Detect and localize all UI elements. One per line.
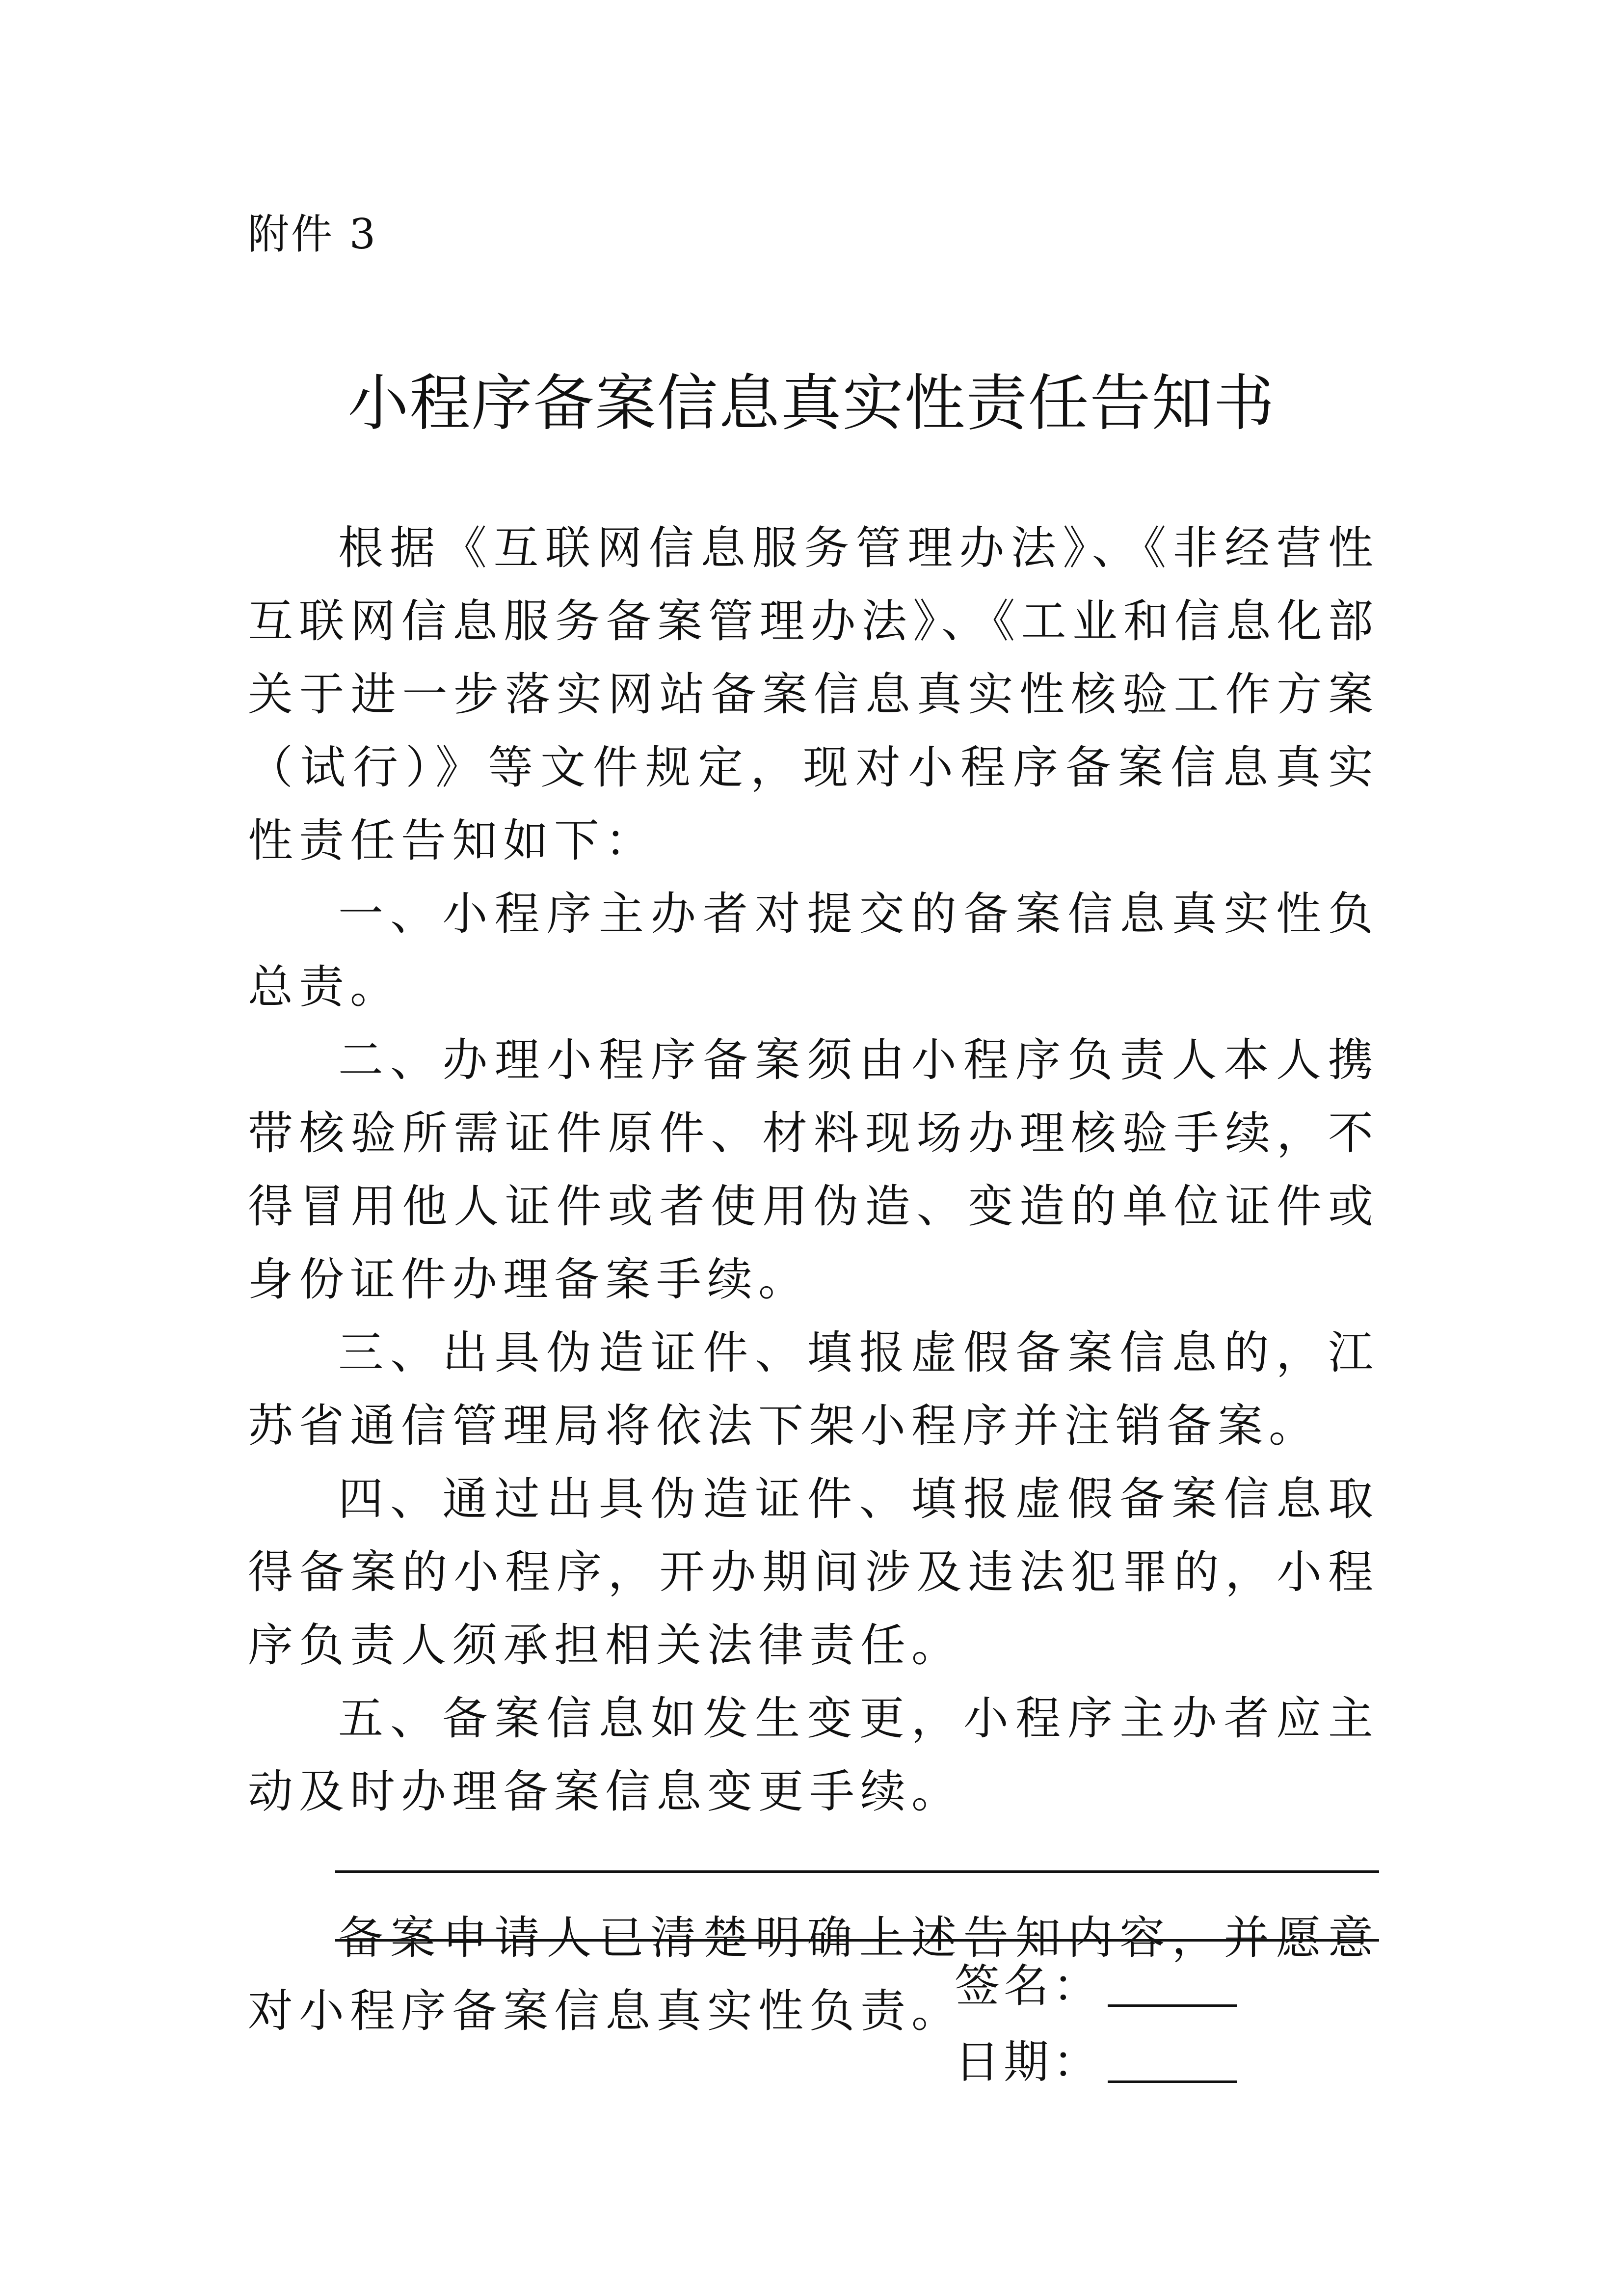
clause-3: 三、出具伪造证件、填报虚假备案信息的，江苏省通信管理局将依法下架小程序并注销备案。: [248, 1326, 1379, 1452]
date-row: [955, 2036, 1237, 2088]
document-title: 小程序备案信息真实性责任告知书: [347, 368, 1276, 439]
date-blank[interactable]: [1108, 2080, 1237, 2083]
handwriting-line-1[interactable]: [335, 1870, 1379, 1873]
signature-label: 签名：: [955, 1960, 1102, 2012]
clause-2: 二、办理小程序备案须由小程序负责人本人携带核验所需证件原件、材料现场办理核验手续，不得冒用他人证件或者使用伪造、变造的单位证件或身份证件办理备案手续。: [248, 1034, 1379, 1306]
signature-row: [955, 1960, 1237, 2012]
declaration-paragraph: 备案申请人已清楚明确上述告知内容，并愿意对小程序备案信息真实性负责。: [248, 1912, 1379, 2037]
attachment-label: 附件 3: [248, 210, 378, 258]
date-label: 日期：: [955, 2036, 1102, 2088]
handwriting-line-2[interactable]: [335, 1939, 1379, 1942]
document-body: [248, 512, 1379, 2048]
clause-1: 一、小程序主办者对提交的备案信息真实性负总责。: [248, 888, 1379, 1013]
intro-paragraph: 根据《互联网信息服务管理办法》、《非经营性互联网信息服务备案管理办法》、《工业和信息化部关于进一步落实网站备案信息真实性核验工作方案（试行）》等文件规定，现对小程序备案信息真实性责任告知如下：: [248, 522, 1379, 867]
clause-5: 五、备案信息如发生变更，小程序主办者应主动及时办理备案信息变更手续。: [248, 1692, 1379, 1818]
clause-4: 四、通过出具伪造证件、填报虚假备案信息取得备案的小程序，开办期间涉及违法犯罪的，小程序负责人须承担相关法律责任。: [248, 1473, 1379, 1672]
signature-blank[interactable]: [1108, 2004, 1237, 2007]
